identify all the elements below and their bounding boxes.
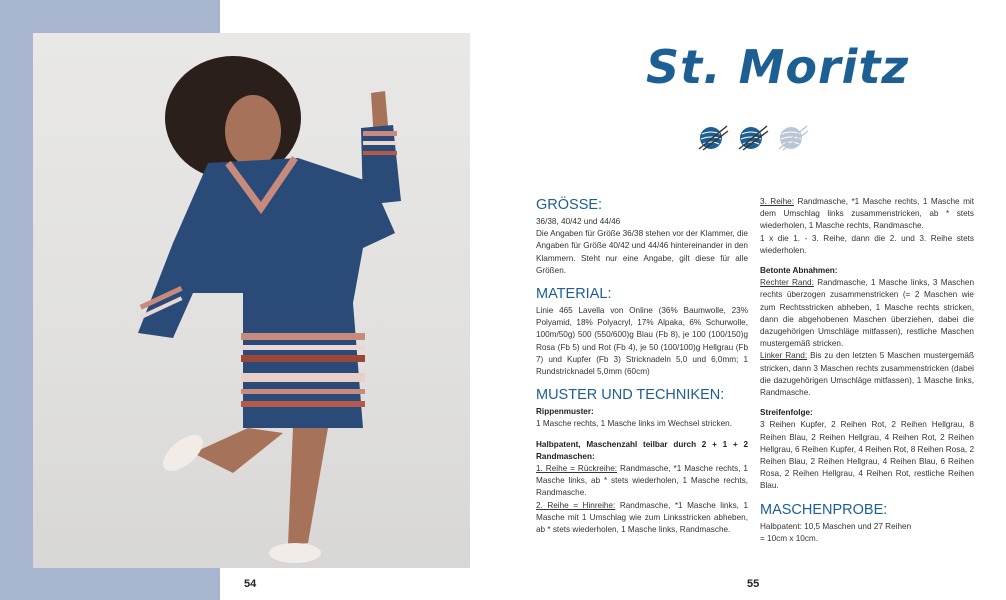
maschenprobe-text-2: = 10cm x 10cm. xyxy=(760,533,819,543)
abnahmen-title: Betonte Abnahmen: xyxy=(760,266,838,276)
rechter-rand-label: Rechter Rand: xyxy=(760,278,814,288)
maschenprobe-text: Halbpatent: 10,5 Maschen und 27 Reihen xyxy=(760,521,912,531)
hem-stripe-3 xyxy=(241,355,365,362)
right-sleeve xyxy=(361,125,401,205)
groesse-heading: GRÖSSE: xyxy=(536,197,603,213)
hem-stripe-4 xyxy=(241,373,365,382)
right-cuff-stripe-2 xyxy=(363,141,397,145)
hem-stripe-1 xyxy=(241,333,365,340)
row2-label: 2. Reihe = Hinreihe: xyxy=(536,500,616,510)
rippen-title: Rippenmuster: xyxy=(536,407,594,417)
model-photo xyxy=(33,33,470,568)
page-number-left: 54 xyxy=(244,578,257,590)
difficulty-rating xyxy=(697,122,809,152)
right-cuff-stripe xyxy=(363,131,397,136)
sneaker-right xyxy=(269,543,321,563)
right-cuff-stripe-3 xyxy=(363,151,397,155)
groesse-text: Die Angaben für Größe 36/38 stehen vor der Klammer, die Angaben für Größe 40/42 und 44/46 hintereinander in den Klammern. Steht nur eine Angabe, gilt diese für alle Größen. xyxy=(536,229,748,275)
pattern-title: St. Moritz xyxy=(646,40,910,94)
hem-stripe-6 xyxy=(241,401,365,407)
groesse-sizes: 36/38, 40/42 und 44/46 xyxy=(536,217,621,226)
rippen-text: 1 Masche rechts, 1 Masche links im Wechsel stricken. xyxy=(536,419,732,429)
hem-stripe-5 xyxy=(241,389,365,394)
maschenprobe-heading: MASCHENPROBE: xyxy=(760,501,888,518)
face xyxy=(225,95,281,167)
linker-rand-label: Linker Rand: xyxy=(760,351,808,361)
material-text: Linie 465 Lavella von Online (36% Baumwolle, 23% Polyamid, 18% Polyacryl, 17% Alpaka, 6% Schurwolle, 100m/50g) 500 (550/600)g Blau (Fb 8), je 100 (100/150)g Rosa (Fb 5) und Rot (Fb 4), je 50 (100/100)g Hellgrau (Fb 7) und Kupfer (Fb 3) Stricknadeln 5,0 und 6,0mm; 1 Rundstricknadel 5,0mm (60cm) xyxy=(536,306,748,377)
left-text-column xyxy=(536,196,748,536)
muster-heading: MUSTER UND TECHNIKEN: xyxy=(536,387,725,404)
row2-text: Randmasche, *1 Masche links, 1 Masche mit 1 Umschlag wie zum Linksstricken abheben, ab * stets wiederholen, 1 Masche links, Randmasche. xyxy=(536,500,749,535)
yarn-ball-icon xyxy=(777,122,809,152)
rechter-rand-text: Randmasche, 1 Masche links, 3 Maschen rechts überzogen zusammenstricken (= 2 Maschen wie zum Rechtsstricken abheben, 1 Masche rechts stricken, dann die abgehobenen Maschen überziehen, dabei die dazugehörigen Umschläge mitfassen), restliche Maschen mustergemäß stricken. xyxy=(760,278,975,349)
bent-leg xyxy=(193,428,283,473)
material-heading: MATERIAL: xyxy=(536,286,612,303)
page-number-right: 55 xyxy=(747,578,760,590)
linker-rand-text: Bis zu den letzten 5 Maschen mustergemäß stricken, dann 3 Maschen rechts zusammenstricken (dabei die dazugehörigen Umschläge mitfassen), 1 Masche links, Randmasche. xyxy=(760,351,974,398)
halbpatent-title: Halbpatent, Maschenzahl teilbar durch 2 + 1 + 2 Randmaschen: xyxy=(536,439,748,461)
yarn-ball-icon xyxy=(697,122,729,152)
row1-text: Randmasche, *1 Masche rechts, 1 Masche links, ab * stets wiederholen, 1 Masche rechts, Randmasche. xyxy=(536,464,748,498)
streifen-title: Streifenfolge: xyxy=(760,408,813,418)
row1-label: 1. Reihe = Rückreihe: xyxy=(536,464,618,474)
yarn-ball-icon xyxy=(737,122,769,152)
standing-leg xyxy=(288,428,328,545)
right-text-column xyxy=(760,196,974,545)
row3-text: Randmasche, *1 Masche rechts, 1 Masche mit dem Umschlag links zusammenstricken, ab * stets wiederholen, 1 Masche rechts, Randmasche. xyxy=(760,197,974,231)
repeat-text: 1 x die 1. - 3. Reihe, dann die 2. und 3. Reihe stets wiederholen. xyxy=(760,233,974,255)
row3-label: 3. Reihe: xyxy=(760,197,794,206)
streifen-text: 3 Reihen Kupfer, 2 Reihen Rot, 2 Reihen Hellgrau, 8 Reihen Blau, 2 Reihen Hellgrau, 4 Reihen Rot, 2 Reihen Hellgrau, 6 Reihen Kupfer, 4 Reihen Rot, 8 Reihen Rosa, 2 Reihen Blau, 2 Reihen Hellgrau, 4 Reihen Blau, 6 Reihen Rosa, 2 Reihen Hellgrau, 4 Reihen Rot, restliche Reihen Blau. xyxy=(760,420,974,491)
hem-stripe-2 xyxy=(241,345,365,350)
